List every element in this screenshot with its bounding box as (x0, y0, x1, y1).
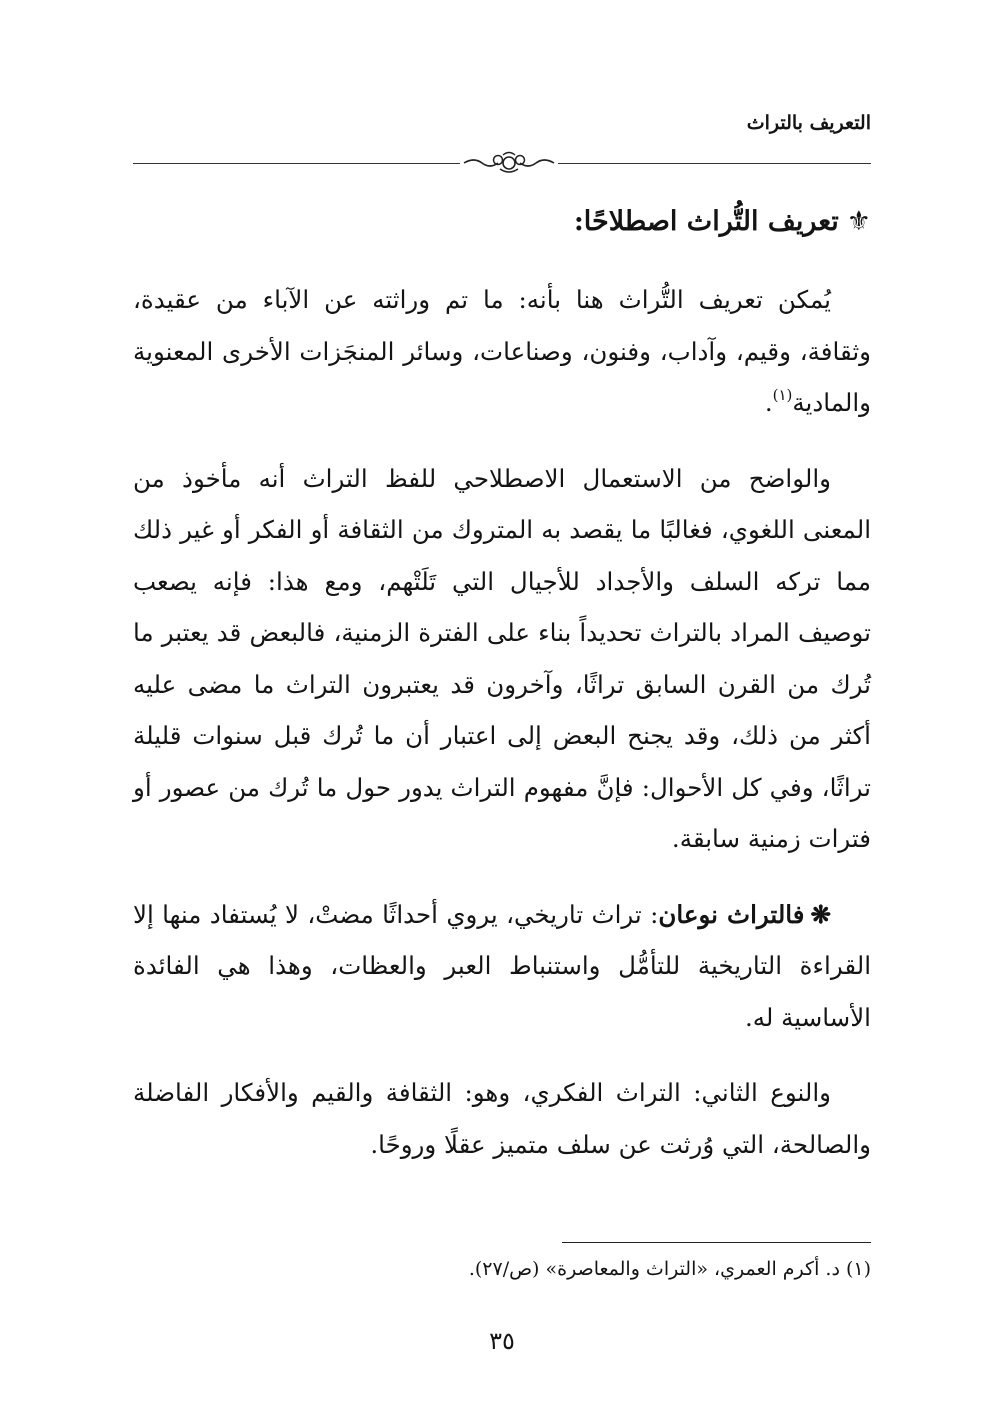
section-heading (133, 196, 871, 248)
ornament-icon (460, 148, 558, 178)
footnote-marker[interactable]: (١) (772, 386, 793, 404)
running-head: التعريف بالتراث (746, 112, 871, 134)
paragraph-second-type: والنوع الثاني: التراث الفكري، وهو: الثقافة والقيم والأفكار الفاضلة والصالحة، التي وُرثت عن سلف متميز عقلًا وروحًا. (133, 1078, 871, 1159)
paragraph-types: ❋فالتراث نوعان: تراث تاريخي، يروي أحداثًا مضتْ، لا يُستفاد منها إلا القراءة التاريخية للتأمُّل واستنباط العبر والعظات، وهذا هي الفائدة الأساسية له. (133, 899, 871, 1032)
paragraph-definition: يُمكن تعريف التُّراث هنا بأنه: ما تم وراثته عن الآباء من عقيدة، وثقافة، وقيم، وآداب، وفنون، وصناعات، وسائر المنجَزات الأخرى المعنوية والمادية$^{(١)}$. (133, 285, 871, 417)
asterism-icon: ❋ (810, 899, 831, 929)
types-lead: فالتراث نوعان (658, 899, 805, 929)
page-content (133, 196, 871, 1194)
footnote-rule (562, 1242, 871, 1243)
paragraph-explanation: والواضح من الاستعمال الاصطلاحي للفظ التراث أنه مأخوذ من المعنى اللغوي، فغالبًا ما يقصد به المتروك من الثقافة أو الفكر أو غير ذلك مما تركه السلف والأجداد للأجيال التي تَلَتْهم، ومع هذا: فإنه يصعب توصيف المراد بالتراث تحديداً بناء على الفترة الزمنية، فالبعض قد يعتبر ما تُرك من القرن السابق تراثًا، وآخرون قد يعتبرون التراث ما مضى عليه أكثر من ذلك، وقد يجنح البعض إلى اعتبار أن ما تُرك قبل سنوات قليلة تراثًا، وفي كل الأحوال: فإنَّ مفهوم التراث يدور حول ما تُرك من عصور أو فترات زمنية سابقة. (133, 463, 871, 853)
page-number: ٣٥ (489, 1327, 515, 1355)
footnote: (١) د. أكرم العمري، «التراث والمعاصرة» (ص/٢٧). (468, 1258, 871, 1280)
section-heading-text: تعريف التُّراث اصطلاحًا: (573, 206, 839, 237)
fleuron-icon: ⚜ (846, 206, 871, 237)
